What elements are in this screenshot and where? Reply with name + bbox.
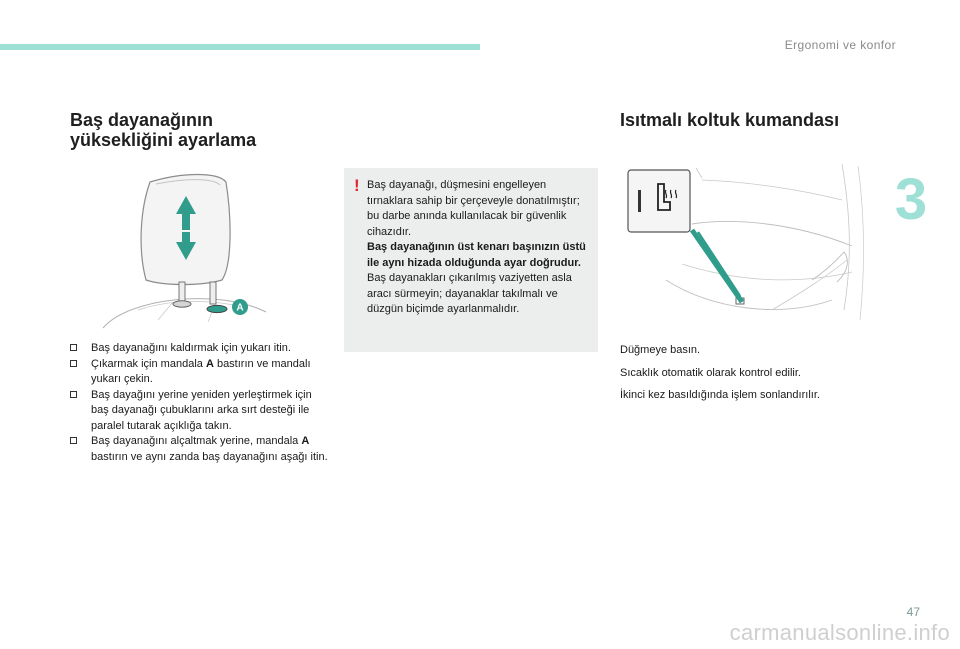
warning-icon: ! bbox=[354, 176, 360, 195]
checkbox-bullet-icon bbox=[70, 344, 77, 351]
headrest-section-title: Baş dayanağının yüksekliğini ayarlama bbox=[70, 110, 257, 150]
heated-seat-illustration bbox=[622, 160, 868, 330]
warning-bold-text: Baş dayanağının üst kenarı başınızın üstü ile aynı hizada olduğunda ayar doğrudur. bbox=[367, 241, 586, 269]
warning-text-2: Baş dayanakları çıkarılmış vaziyetten asla aracı sürmeyin; dayanaklar takılmalı ve düzgün biçimde ayarlanmalıdır. bbox=[367, 272, 572, 315]
heated-seat-instructions bbox=[620, 343, 920, 411]
header-accent-bar bbox=[0, 44, 480, 50]
checkbox-bullet-icon bbox=[70, 360, 77, 367]
chapter-number: 3 bbox=[894, 167, 928, 232]
headrest-illustration bbox=[98, 170, 268, 335]
paragraph: Sıcaklık otomatik olarak kontrol edilir. bbox=[620, 366, 801, 379]
list-item: Baş dayağını yerine yeniden yerleştirmek için baş dayanağı çubuklarını arka sırt desteği ile paralel tutarak açıklığa takın. bbox=[70, 388, 330, 435]
list-item: Baş dayanağını alçaltmak yerine, mandala A bastırın ve aynı zanda baş dayanağını aşağı itin. bbox=[70, 434, 330, 465]
paragraph: İkinci kez basıldığında işlem sonlandırılır. bbox=[620, 389, 820, 401]
warning-box bbox=[344, 168, 598, 352]
paragraph: Düğmeye basın. bbox=[620, 344, 701, 356]
headrest-steps-list bbox=[70, 341, 330, 465]
checkbox-bullet-icon bbox=[70, 391, 77, 398]
checkbox-bullet-icon bbox=[70, 437, 77, 444]
footer-watermark: carmanualsonline.info bbox=[729, 620, 950, 645]
heated-seat-section-title: Isıtmalı koltuk kumandası bbox=[620, 110, 840, 130]
page-number: 47 bbox=[906, 605, 920, 619]
callout-a: A bbox=[236, 302, 244, 314]
chapter-title: Ergonomi ve konfor bbox=[784, 38, 896, 52]
list-item: Baş dayanağını kaldırmak için yukarı itin. bbox=[70, 341, 330, 357]
list-item: Çıkarmak için mandala A bastırın ve mandalı yukarı çekin. bbox=[70, 357, 330, 388]
warning-text: Baş dayanağı, düşmesini engelleyen tırnaklara sahip bir çerçeveyle donatılmıştır; bu darbe anında kullanılacak bir güvenlik cihazıdır. bbox=[367, 179, 580, 238]
